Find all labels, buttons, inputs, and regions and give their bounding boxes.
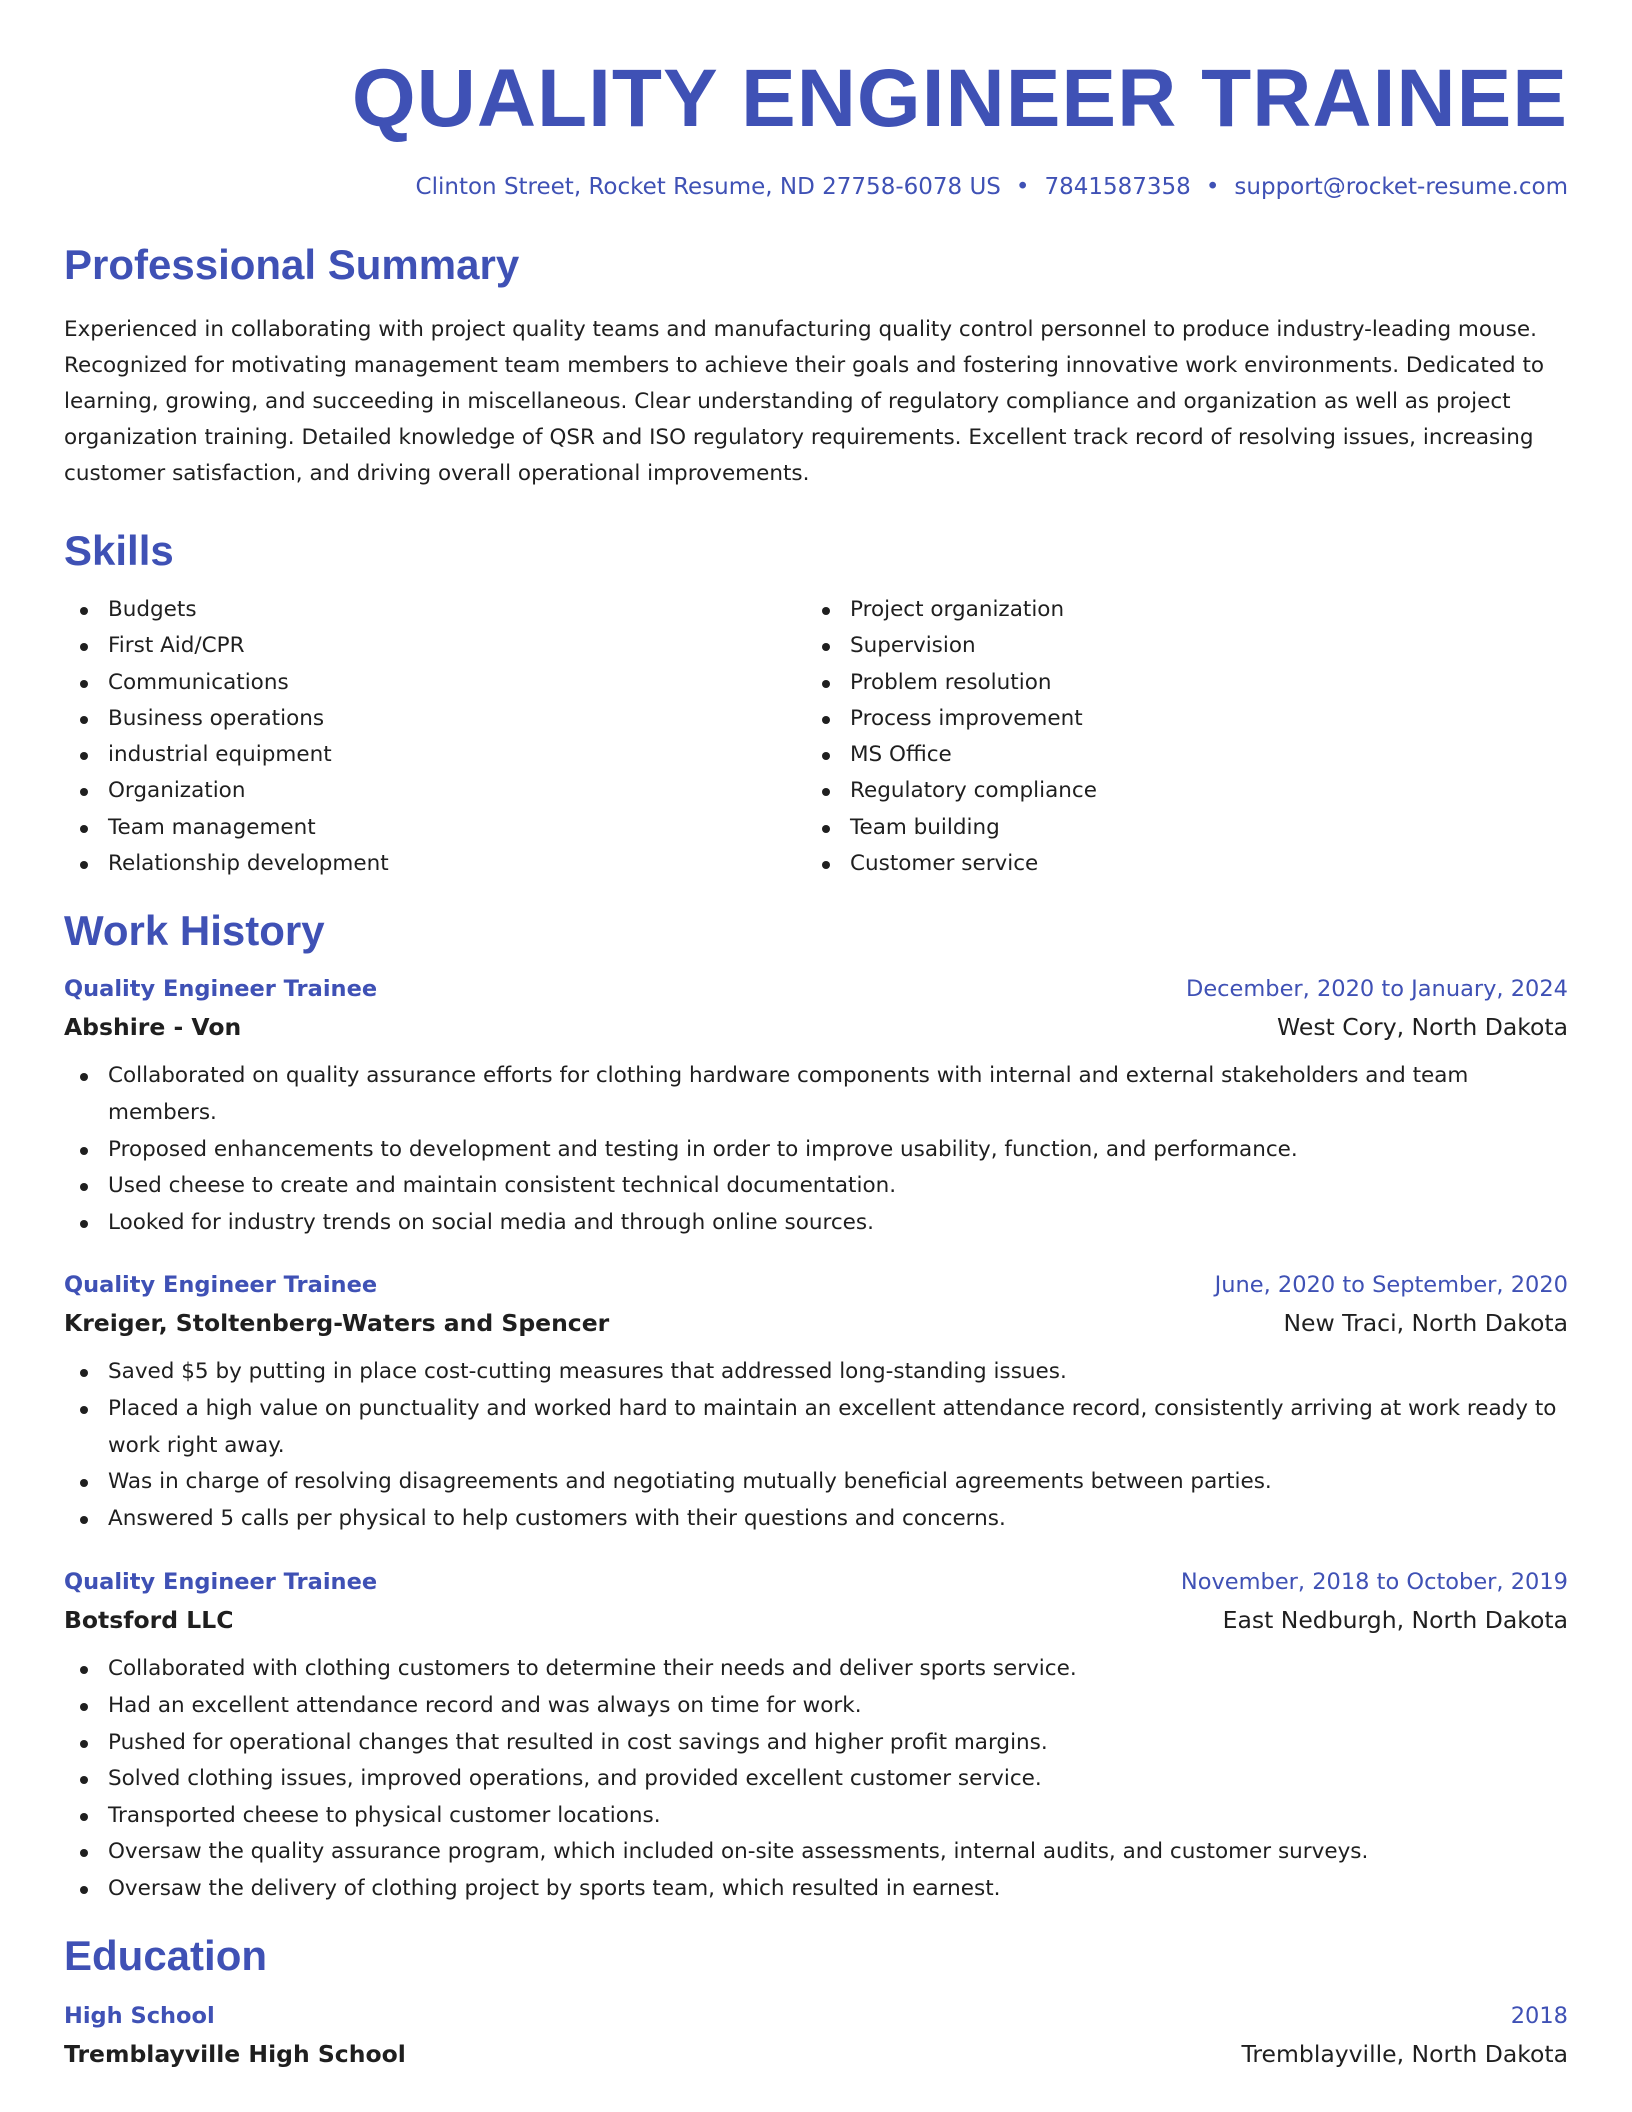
- job-dates: December, 2020 to January, 2024: [1186, 976, 1568, 1003]
- job-bullet: Transported cheese to physical customer locations.: [64, 1798, 1568, 1835]
- job-bullet: Oversaw the quality assurance program, which included on-site assessments, internal audits, and customer surveys.: [64, 1834, 1568, 1871]
- skill-item: Organization: [64, 773, 806, 809]
- job-location: East Nedburgh, North Dakota: [1222, 1606, 1568, 1635]
- job-title: Quality Engineer Trainee: [64, 1569, 378, 1596]
- skill-item: Relationship development: [64, 846, 806, 882]
- job-entry: [64, 974, 1568, 1241]
- skills-column-right: [806, 592, 1097, 882]
- job-entry: [64, 1270, 1568, 1537]
- contact-separator: •: [1205, 174, 1220, 200]
- contact-phone: 7841587358: [1044, 174, 1191, 200]
- skill-item: Team building: [806, 810, 1097, 846]
- summary-text: Experienced in collaborating with project quality teams and manufacturing quality control personnel to produce industry-leading mouse. Recognized for motivating management team members to achieve their goals and fostering innovative work environments. Dedicated to learning, growing, and succeeding in miscellaneous. Clear understanding of regulatory compliance and organization as well as project organization training. Detailed knowledge of QSR and ISO regulatory requirements. Excellent track record of resolving issues, increasing customer satisfaction, and driving overall operational improvements.: [64, 317, 1545, 486]
- job-subheader: [64, 1605, 1568, 1635]
- job-bullet: Looked for industry trends on social media and through online sources.: [64, 1205, 1568, 1242]
- section-title-work-history: Work History: [64, 907, 325, 955]
- contact-address: Clinton Street, Rocket Resume, ND 27758-6078 US: [415, 174, 1001, 200]
- contact-email: support@rocket-resume.com: [1234, 174, 1568, 200]
- job-company: Kreiger, Stoltenberg-Waters and Spencer: [64, 1309, 610, 1338]
- contact-line: [64, 172, 1568, 202]
- education-location: Tremblayville, North Dakota: [1241, 2040, 1568, 2069]
- skill-item: Budgets: [64, 592, 806, 628]
- job-company: Abshire - Von: [64, 1013, 242, 1042]
- job-entry: [64, 1567, 1568, 1907]
- job-bullet: Was in charge of resolving disagreements and negotiating mutually beneficial agreements between parties.: [64, 1464, 1568, 1501]
- job-bullet: Placed a high value on punctuality and worked hard to maintain an excellent attendance record, consistently arriving at work ready to work right away.: [64, 1391, 1568, 1464]
- job-bullet: Oversaw the delivery of clothing project by sports team, which resulted in earnest.: [64, 1871, 1568, 1908]
- job-bullet: Solved clothing issues, improved operations, and provided excellent customer service.: [64, 1761, 1568, 1798]
- job-bullet: Had an excellent attendance record and was always on time for work.: [64, 1688, 1568, 1725]
- education-subheader: [64, 2039, 1568, 2069]
- education-entry: [64, 2001, 1568, 2069]
- job-bullet: Collaborated on quality assurance efforts for clothing hardware components with internal and external stakeholders and team members.: [64, 1058, 1568, 1131]
- skill-item: Supervision: [806, 628, 1097, 664]
- job-bullet-list: [64, 1058, 1568, 1241]
- skill-item: First Aid/CPR: [64, 628, 806, 664]
- job-bullet: Pushed for operational changes that resulted in cost savings and higher profit margins.: [64, 1725, 1568, 1762]
- skills-list: [64, 592, 1568, 882]
- job-dates: June, 2020 to September, 2020: [1214, 1272, 1568, 1299]
- job-subheader: [64, 1012, 1568, 1042]
- skill-item: Problem resolution: [806, 665, 1097, 701]
- skill-item: industrial equipment: [64, 737, 806, 773]
- job-header: [64, 1567, 1568, 1597]
- resume-name-title: QUALITY ENGINEER TRAINEE: [351, 53, 1568, 144]
- job-bullet-list: [64, 1354, 1568, 1537]
- section-title-skills: Skills: [64, 527, 174, 574]
- job-location: New Traci, North Dakota: [1283, 1309, 1568, 1338]
- skill-item: Communications: [64, 665, 806, 701]
- skills-column-left: [64, 592, 806, 882]
- job-bullet: Answered 5 calls per physical to help customers with their questions and concerns.: [64, 1501, 1568, 1538]
- education-header: [64, 2001, 1568, 2031]
- skill-item: Process improvement: [806, 701, 1097, 737]
- skill-item: MS Office: [806, 737, 1097, 773]
- skill-item: Customer service: [806, 846, 1097, 882]
- skill-item: Team management: [64, 810, 806, 846]
- job-header: [64, 974, 1568, 1004]
- job-company: Botsford LLC: [64, 1606, 234, 1635]
- contact-separator: •: [1015, 174, 1030, 200]
- education-school: Tremblayville High School: [64, 2040, 406, 2069]
- job-bullet-list: [64, 1651, 1568, 1907]
- job-title: Quality Engineer Trainee: [64, 976, 378, 1003]
- job-bullet: Saved $5 by putting in place cost-cutting measures that addressed long-standing issues.: [64, 1354, 1568, 1391]
- job-bullet: Proposed enhancements to development and testing in order to improve usability, function, and performance.: [64, 1132, 1568, 1169]
- job-subheader: [64, 1308, 1568, 1338]
- education-year: 2018: [1510, 2003, 1568, 2030]
- job-location: West Cory, North Dakota: [1277, 1013, 1568, 1042]
- section-title-summary: Professional Summary: [64, 241, 520, 288]
- education-degree: High School: [64, 2003, 215, 2030]
- job-bullet: Used cheese to create and maintain consistent technical documentation.: [64, 1168, 1568, 1205]
- section-title-education: Education: [64, 1932, 268, 1980]
- job-header: [64, 1270, 1568, 1300]
- job-bullet: Collaborated with clothing customers to determine their needs and deliver sports service.: [64, 1651, 1568, 1688]
- skill-item: Project organization: [806, 592, 1097, 628]
- skill-item: Regulatory compliance: [806, 773, 1097, 809]
- job-title: Quality Engineer Trainee: [64, 1272, 378, 1299]
- skill-item: Business operations: [64, 701, 806, 737]
- job-dates: November, 2018 to October, 2019: [1180, 1569, 1568, 1596]
